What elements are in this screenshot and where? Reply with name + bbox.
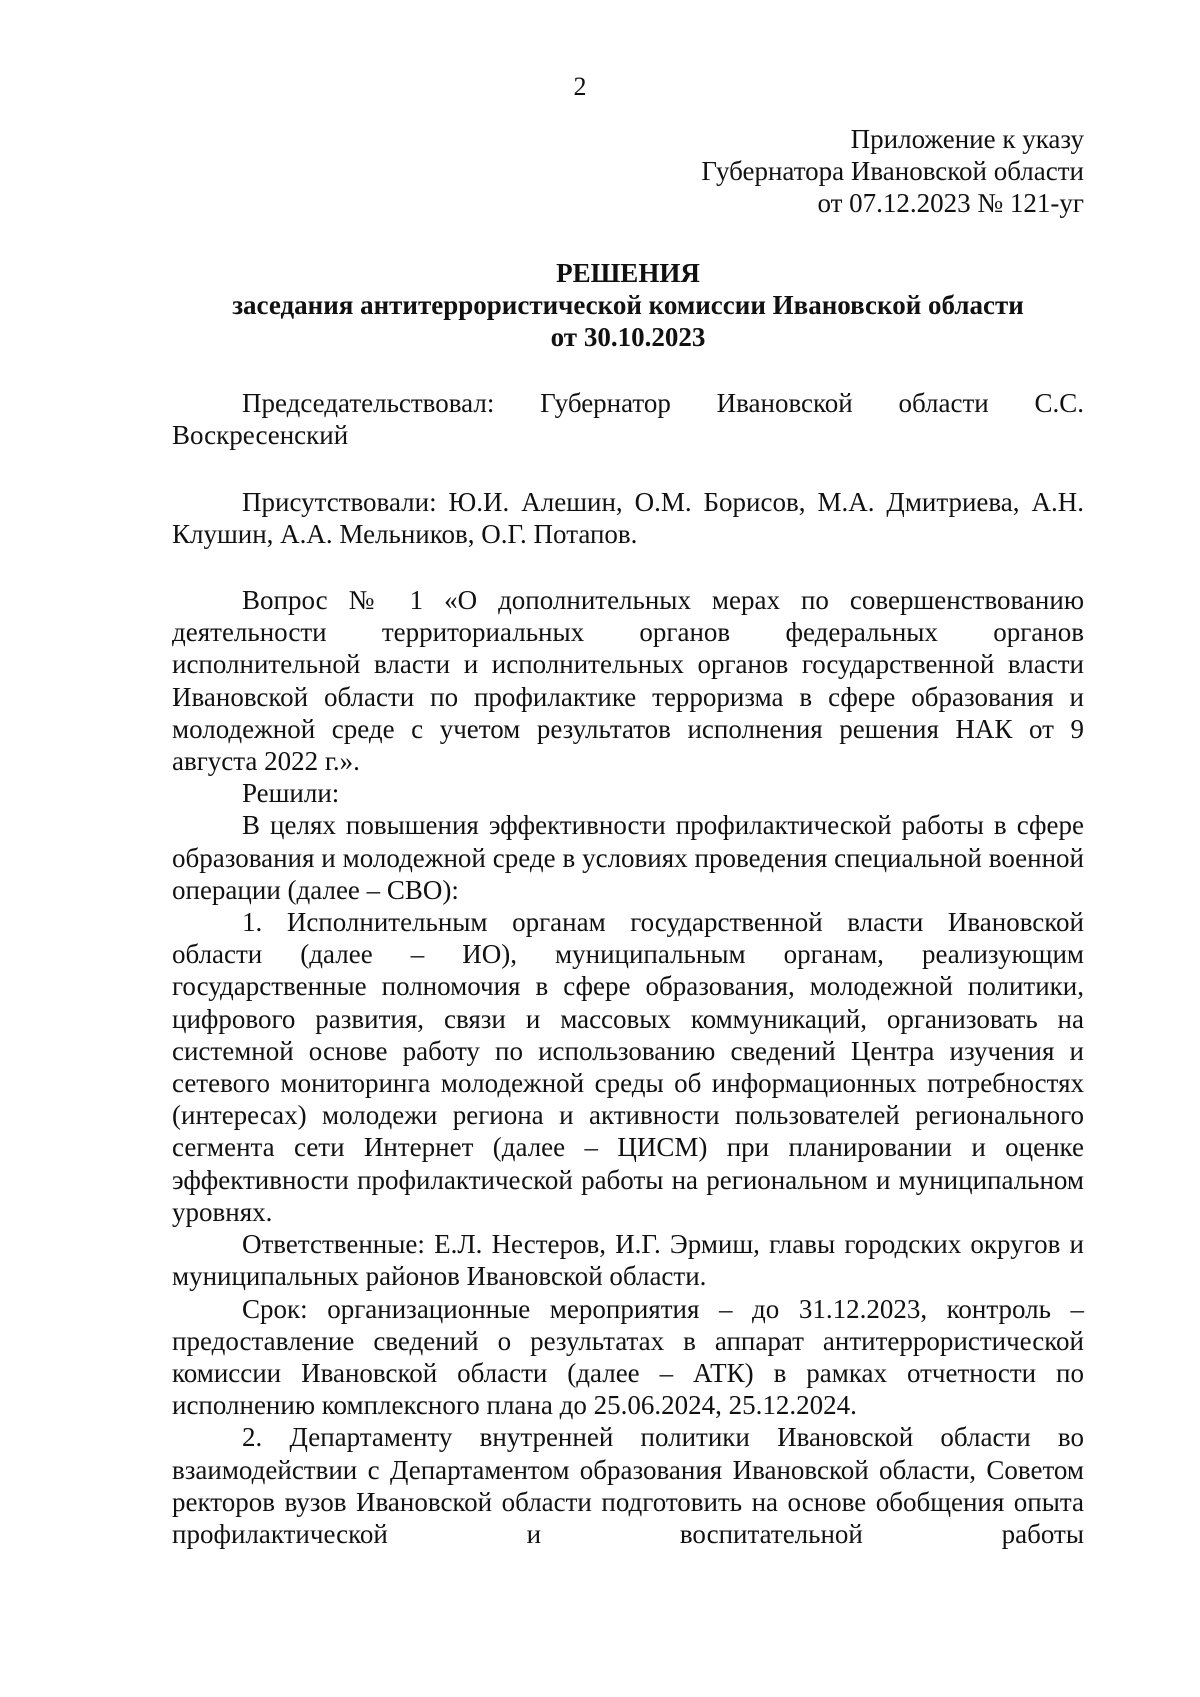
deadline-1-paragraph: Срок: организационные мероприятия – до 31.12.2023, контроль – предоставление сведений о результатах в аппарат антитеррористической комиссии Ивановской области (далее – АТК) в рамках отчетности по исполнению комплексного плана до 25.06.2024, 25.12.2024. — [172, 1293, 1084, 1421]
page-number: 2 — [573, 72, 587, 101]
present-paragraph: Присутствовали: Ю.И. Алешин, О.М. Борисов, М.А. Дмитриева, А.Н. Клушин, А.А. Мельников, О.Г. Потапов. — [172, 486, 1084, 549]
purpose-paragraph: В целях повышения эффективности профилактической работы в сфере образования и молодежной среде в условиях проведения специальной военной операции (далее – СВО): — [172, 810, 1084, 905]
heading-date: от 30.10.2023 — [550, 322, 706, 353]
appendix-line-1: Приложение к указу — [850, 124, 1084, 154]
item-1-paragraph: 1. Исполнительным органам государственной власти Ивановской области (далее – ИО), муниципальным органам, реализующим государственные полномочия в сфере образования, молодежной политики, цифрового развития, связи и массовых коммуникаций, организовать на системной основе работу по использованию сведений Центра изучения и сетевого мониторинга молодежной среды об информационных потребностях (интересах) молодежи региона и активности пользователей регионального сегмента сети Интернет (далее – ЦИСМ) при планировании и оценке эффективности профилактической работы на региональном и муниципальном уровнях. — [172, 907, 1084, 1227]
decided-paragraph: Решили: — [242, 778, 340, 809]
responsible-1-paragraph: Ответственные: Е.Л. Нестеров, И.Г. Эрмиш, главы городских округов и муниципальных районов Ивановской области. — [172, 1229, 1084, 1292]
heading-subtitle: заседания антитеррористической комиссии Ивановской области — [232, 289, 1024, 320]
chaired-paragraph: Председательствовал: Губернатор Ивановской области С.С. Воскресенский — [172, 388, 1084, 451]
document-body — [172, 123, 1084, 1550]
heading-title: РЕШЕНИЯ — [556, 257, 700, 288]
document-heading — [162, 257, 1094, 354]
appendix-line-3: от 07.12.2023 № 121-уг — [817, 188, 1084, 219]
item-2-paragraph: 2. Департаменту внутренней политики Ивановской области во взаимодействии с Департаментом образования Ивановской области, Советом ректоров вузов Ивановской области подготовить на основе обобщения опыта профилактической и воспитательной работы — [172, 1422, 1084, 1549]
appendix-line-2: Губернатора Ивановской области — [701, 156, 1084, 187]
appendix-note — [172, 123, 1084, 220]
question-paragraph: Вопрос № 1 «О дополнительных мерах по совершенствованию деятельности территориальных органов федеральных органов исполнительной власти и исполнительных органов государственной власти Ивановской области по профилактике терроризма в сфере образования и молодежной среде с учетом результатов исполнения решения НАК от 9 августа 2022 г.». — [172, 585, 1084, 777]
